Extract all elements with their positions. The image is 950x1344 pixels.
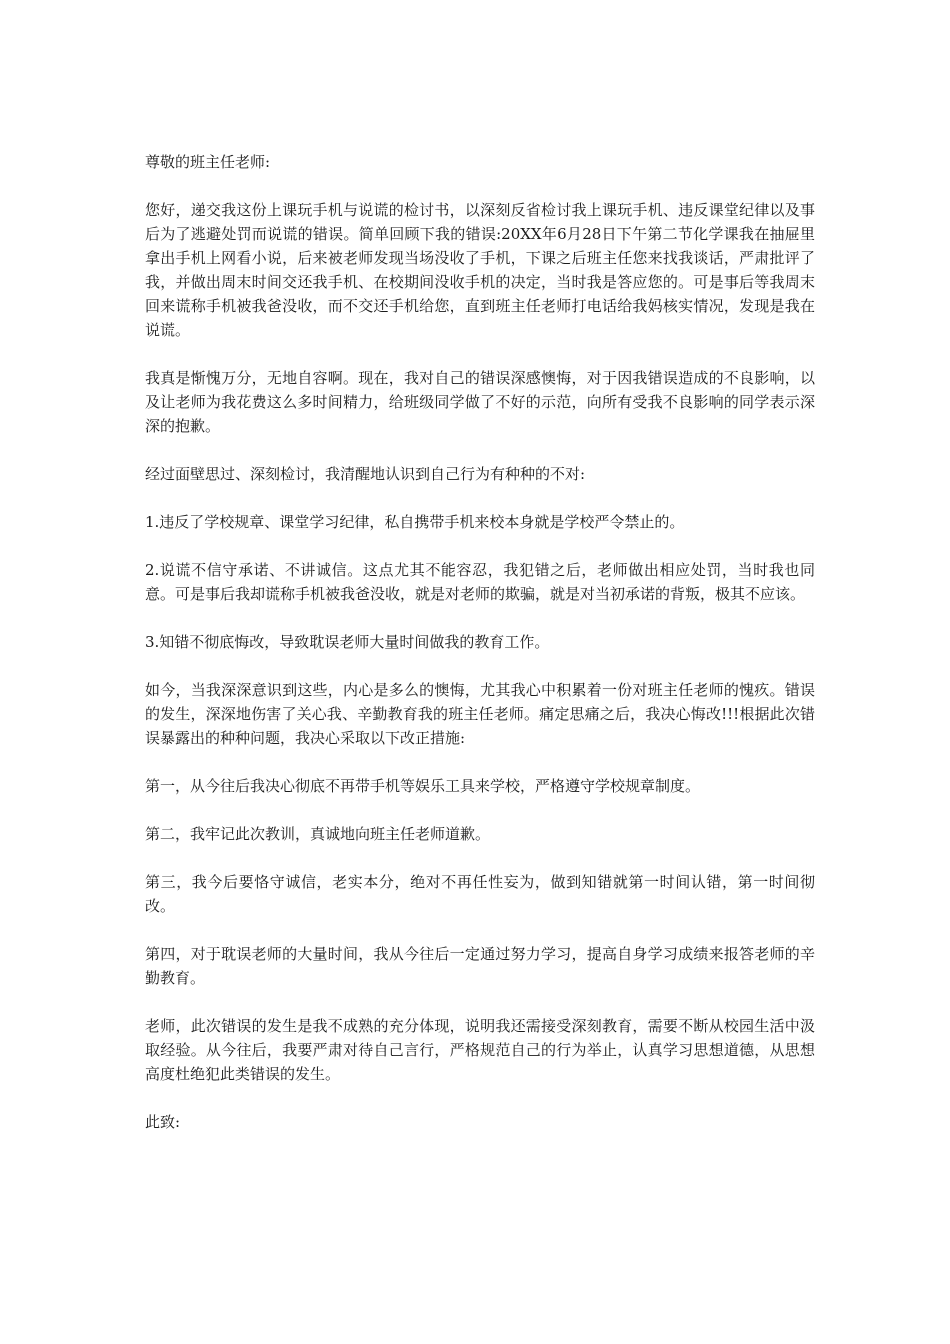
paragraph-measure-3: 第三，我今后要恪守诚信，老实本分，绝对不再任性妄为，做到知错就第一时间认错，第一时间彻改。 xyxy=(145,873,815,915)
paragraph-conclusion: 老师，此次错误的发生是我不成熟的充分体现，说明我还需接受深刻教育，需要不断从校园生活中汲取经验。从今往后，我要严肃对待自己言行，严格规范自己的行为举止，认真学习思想道德，从思想高度杜绝犯此类错误的发生。 xyxy=(145,1017,815,1083)
paragraph-measure-2: 第二，我牢记此次教训，真诚地向班主任老师道歉。 xyxy=(145,825,491,843)
paragraph-measure-4: 第四，对于耽误老师的大量时间，我从今往后一定通过努力学习，提高自身学习成绩来报答老师的辛勤教育。 xyxy=(145,945,815,987)
paragraph-point-2: 2.说谎不信守承诺、不讲诚信。这点尤其不能容忍，我犯错之后，老师做出相应处罚，当时我也同意。可是事后我却谎称手机被我爸没收，就是对老师的欺骗，就是对当初承诺的背叛，极其不应该。 xyxy=(145,561,815,603)
paragraph-apology: 我真是惭愧万分，无地自容啊。现在，我对自己的错误深感懊悔，对于因我错误造成的不良影响，以及让老师为我花费这么多时间精力，给班级同学做了不好的示范，向所有受我不良影响的同学表示深深的抱歉。 xyxy=(145,369,815,435)
paragraph-resolve: 如今，当我深深意识到这些，内心是多么的懊悔，尤其我心中积累着一份对班主任老师的愧疚。错误的发生，深深地伤害了关心我、辛勤教育我的班主任老师。痛定思痛之后，我决心悔改!!!根据此次错误暴露出的种种问题，我决心采取以下改正措施: xyxy=(145,681,815,747)
closing: 此致: xyxy=(145,1113,181,1131)
paragraph-point-1: 1.违反了学校规章、课堂学习纪律，私自携带手机来校本身就是学校严令禁止的。 xyxy=(145,513,685,531)
salutation: 尊敬的班主任老师: xyxy=(145,153,271,171)
document-body xyxy=(145,150,815,1158)
paragraph-point-3: 3.知错不彻底悔改，导致耽误老师大量时间做我的教育工作。 xyxy=(145,633,550,651)
paragraph-measure-1: 第一，从今往后我决心彻底不再带手机等娱乐工具来学校，严格遵守学校规章制度。 xyxy=(145,777,701,795)
paragraph-reflection-intro: 经过面壁思过、深刻检讨，我清醒地认识到自己行为有种种的不对: xyxy=(145,465,586,483)
paragraph-greeting: 您好，递交我这份上课玩手机与说谎的检讨书，以深刻反省检讨我上课玩手机、违反课堂纪律以及事后为了逃避处罚而说谎的错误。简单回顾下我的错误:20XX年6月28日下午第二节化学课我在抽屉里拿出手机上网看小说，后来被老师发现当场没收了手机，下课之后班主任您来找我谈话，严肃批评了我，并做出周末时间交还我手机、在校期间没收手机的决定，当时我是答应您的。可是事后等我周末回来谎称手机被我爸没收，而不交还手机给您，直到班主任老师打电话给我妈核实情况，发现是我在说谎。 xyxy=(145,201,815,339)
